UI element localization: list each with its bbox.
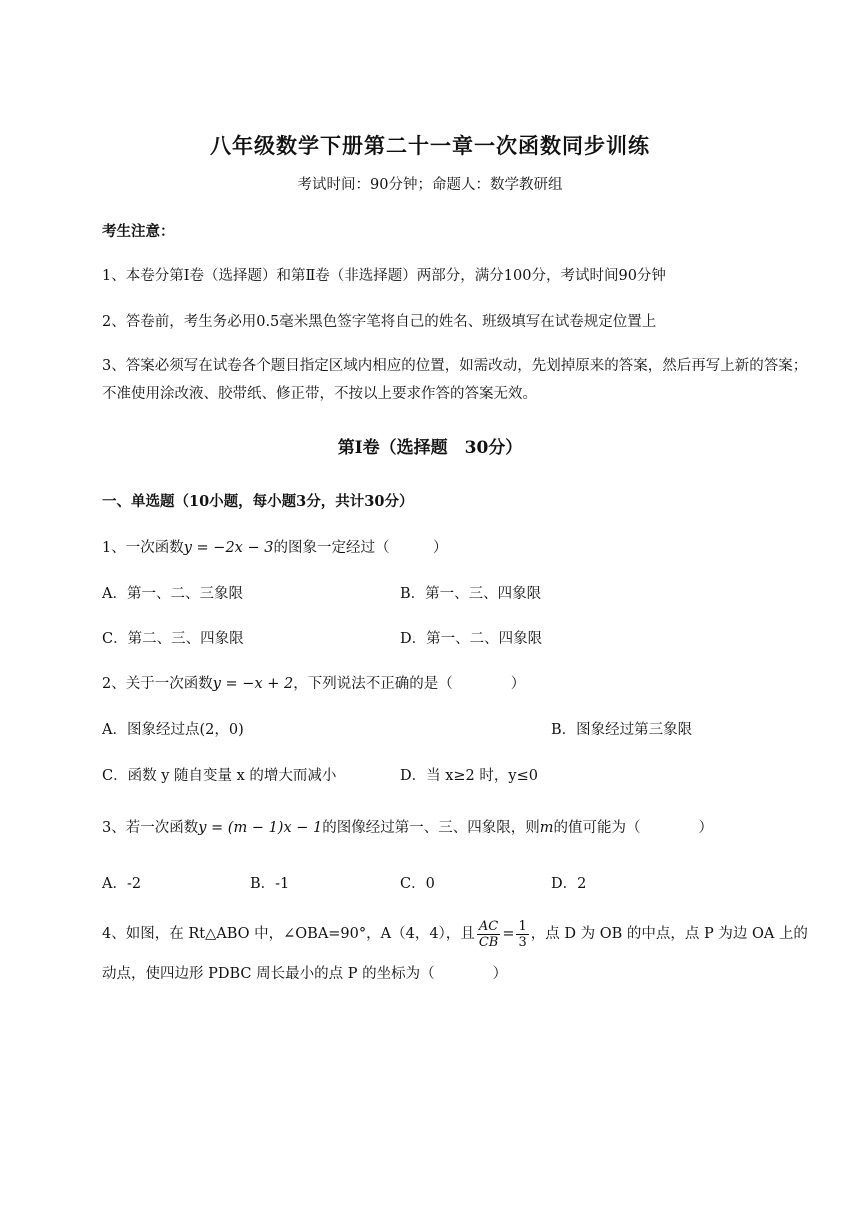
question-1-option-b[interactable]: B．第一、三、四象限 [400, 586, 542, 602]
question-3-var: m [539, 820, 554, 836]
question-2-option-c[interactable]: C．函数 y 随自变量 x 的增大而减小 [102, 768, 337, 784]
question-2-option-b[interactable]: B．图象经过第三象限 [551, 722, 693, 738]
question-3-option-d[interactable]: D．2 [551, 876, 587, 892]
question-4-stem-line1 [102, 916, 808, 952]
question-1-formula: y = −2x − 3 [183, 540, 274, 556]
question-2-option-a[interactable]: A．图象经过点(2，0) [102, 722, 244, 738]
question-1-option-d[interactable]: D．第一、二、四象限 [400, 631, 543, 647]
question-3-stem [102, 816, 713, 837]
question-1-stem-post: 的图象一定经过（ ） [273, 540, 448, 556]
question-4-text-a: 4、如图，在 Rt△ABO 中，∠OBA=90°，A（4，4），且 [102, 926, 475, 942]
notice-item-1: 1、本卷分第Ⅰ卷（选择题）和第Ⅱ卷（非选择题）两部分，满分100分，考试时间90分钟 [102, 268, 666, 284]
fraction-numerator: 1 [518, 918, 527, 934]
question-3-stem-post: 的图像经过第一、三、四象限，则 [322, 820, 540, 836]
question-3-formula: y = (m − 1)x − 1 [198, 820, 323, 836]
fraction-numerator: AC [477, 919, 501, 935]
fraction-one-third [516, 919, 528, 950]
question-3-option-b[interactable]: B．-1 [250, 876, 290, 892]
question-2-option-d[interactable]: D．当 x≥2 时，y≤0 [400, 768, 538, 784]
fraction-ac-over-cb [477, 919, 501, 950]
part-heading: 一、单选题（10小题，每小题3分，共计30分） [102, 493, 414, 510]
question-3-stem-pre: 3、若一次函数 [102, 820, 199, 836]
question-3-stem-end: 的值可能为（ ） [553, 820, 713, 836]
question-1-stem-pre: 1、一次函数 [102, 540, 184, 556]
question-1-option-a[interactable]: A．第一、二、三象限 [102, 586, 243, 602]
question-1-stem [102, 536, 447, 557]
page-subtitle: 考试时间：90分钟；命题人：数学教研组 [297, 177, 563, 193]
question-2-stem [102, 672, 525, 693]
section-title: 第Ⅰ卷（选择题 30分） [337, 438, 523, 458]
equals-sign: = [502, 926, 515, 942]
notice-item-3: 3、答案必须写在试卷各个题目指定区域内相应的位置，如需改动，先划掉原来的答案，然后再写上新的答案；不准使用涂改液、胶带纸、修正带，不按以上要求作答的答案无效。 [102, 358, 808, 402]
question-2-stem-pre: 2、关于一次函数 [102, 676, 213, 692]
fraction-denominator: CB [478, 934, 499, 950]
question-1-option-c[interactable]: C．第二、三、四象限 [102, 631, 244, 647]
notice-heading: 考生注意： [102, 223, 175, 240]
question-3-option-c[interactable]: C．0 [400, 876, 435, 892]
page-title: 八年级数学下册第二十一章一次函数同步训练 [210, 133, 650, 158]
question-4-text-b: ，点 D 为 OB 的中点，点 P 为边 OA 上的 [530, 926, 808, 942]
question-4-stem-line2: 动点，使四边形 PDBC 周长最小的点 P 的坐标为（ ） [102, 966, 508, 982]
question-2-formula: y = −x + 2 [212, 676, 294, 692]
question-2-stem-post: ，下列说法不正确的是（ ） [293, 676, 526, 692]
question-3-option-a[interactable]: A．-2 [102, 876, 142, 892]
fraction-denominator: 3 [518, 934, 527, 950]
notice-item-2: 2、答卷前，考生务必用0.5毫米黑色签字笔将自己的姓名、班级填写在试卷规定位置上 [102, 314, 657, 330]
